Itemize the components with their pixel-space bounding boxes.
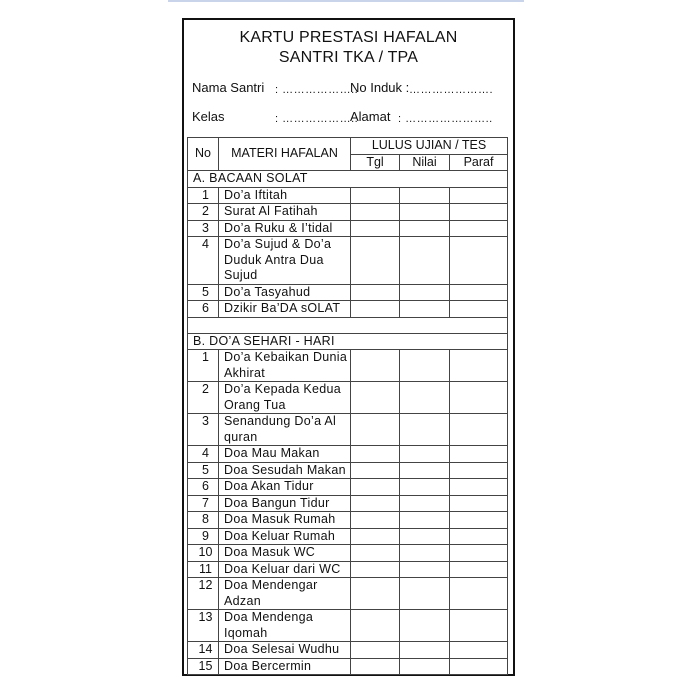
row-materi: Doa Mau Makan (219, 446, 351, 463)
cell-tgl (351, 350, 400, 382)
table-row (188, 301, 508, 318)
row-materi: Dzikir Ba’DA sOLAT (219, 301, 351, 318)
table-row (188, 414, 508, 446)
spacer-cell (188, 317, 508, 333)
cell-tgl (351, 237, 400, 285)
cell-paraf (450, 479, 508, 496)
cell-nilai (400, 512, 450, 529)
row-materi: Doa Bercermin (219, 658, 351, 675)
row-number: 11 (188, 561, 219, 578)
row-materi: Do’a Ruku & I’tidal (219, 220, 351, 237)
cell-paraf (450, 658, 508, 675)
cell-tgl (351, 512, 400, 529)
cell-paraf (450, 610, 508, 642)
nama-label: Nama Santri (192, 80, 265, 95)
achievement-card (182, 18, 515, 676)
row-materi: Doa Keluar Rumah (219, 528, 351, 545)
kelas-value: : ……………….. (275, 113, 359, 125)
cell-paraf (450, 462, 508, 479)
cell-nilai (400, 462, 450, 479)
cell-tgl (351, 220, 400, 237)
row-number: 8 (188, 512, 219, 529)
row-materi: Surat Al Fatihah (219, 204, 351, 221)
row-materi: Doa Keluar dari WC (219, 561, 351, 578)
no-induk-value: …………………. (409, 84, 494, 96)
cell-nilai (400, 446, 450, 463)
table-row (188, 495, 508, 512)
row-number: 2 (188, 382, 219, 414)
row-materi: Do’a Iftitah (219, 187, 351, 204)
row-number: 1 (188, 350, 219, 382)
header-lulus: LULUS UJIAN / TES (351, 138, 508, 155)
header-tgl: Tgl (351, 154, 400, 171)
row-materi: Senandung Do’a Al quran (219, 414, 351, 446)
cell-tgl (351, 204, 400, 221)
cell-nilai (400, 479, 450, 496)
cell-tgl (351, 545, 400, 562)
cell-nilai (400, 187, 450, 204)
nama-value: : ……………….. (275, 84, 359, 96)
header-nilai: Nilai (400, 154, 450, 171)
cell-tgl (351, 610, 400, 642)
row-materi: Do’a Kepada Kedua Orang Tua (219, 382, 351, 414)
row-materi: Do’a Sujud & Do’a Duduk Antra Dua Sujud (219, 237, 351, 285)
cell-tgl (351, 284, 400, 301)
row-materi: Do’a Kebaikan Dunia Akhirat (219, 350, 351, 382)
cell-nilai (400, 545, 450, 562)
cell-nilai (400, 220, 450, 237)
row-number: 3 (188, 220, 219, 237)
cell-tgl (351, 578, 400, 610)
cell-tgl (351, 462, 400, 479)
table-row (188, 578, 508, 610)
cell-nilai (400, 528, 450, 545)
cell-paraf (450, 284, 508, 301)
hafalan-table (187, 137, 508, 675)
section-b-title: B. DO’A SEHARI - HARI (188, 333, 508, 350)
cell-nilai (400, 658, 450, 675)
row-number: 2 (188, 204, 219, 221)
row-materi: Doa Akan Tidur (219, 479, 351, 496)
row-number: 12 (188, 578, 219, 610)
cell-paraf (450, 187, 508, 204)
cell-paraf (450, 237, 508, 285)
cell-paraf (450, 642, 508, 659)
cell-nilai (400, 495, 450, 512)
table-row (188, 479, 508, 496)
table-row (188, 284, 508, 301)
cell-nilai (400, 284, 450, 301)
row-number: 10 (188, 545, 219, 562)
cell-tgl (351, 561, 400, 578)
cell-paraf (450, 495, 508, 512)
cell-tgl (351, 187, 400, 204)
cell-nilai (400, 561, 450, 578)
table-row (188, 545, 508, 562)
cell-nilai (400, 642, 450, 659)
no-induk-label: No Induk : (350, 80, 410, 95)
cell-paraf (450, 545, 508, 562)
table-row (188, 462, 508, 479)
alamat-value: : ………………….. (398, 113, 493, 125)
cell-paraf (450, 446, 508, 463)
cell-paraf (450, 512, 508, 529)
row-number: 13 (188, 610, 219, 642)
cell-nilai (400, 350, 450, 382)
cell-paraf (450, 220, 508, 237)
cell-nilai (400, 237, 450, 285)
spacer-row (188, 317, 508, 333)
row-number: 1 (188, 187, 219, 204)
cell-paraf (450, 301, 508, 318)
row-number: 4 (188, 446, 219, 463)
row-materi: Doa Mendengar Adzan (219, 578, 351, 610)
card-title: KARTU PRESTASI HAFALAN (239, 29, 458, 46)
row-number: 6 (188, 301, 219, 318)
table-row (188, 204, 508, 221)
row-materi: Do’a Tasyahud (219, 284, 351, 301)
row-materi: Doa Masuk WC (219, 545, 351, 562)
row-number: 5 (188, 462, 219, 479)
table-row (188, 446, 508, 463)
cell-paraf (450, 382, 508, 414)
cell-tgl (351, 446, 400, 463)
cell-nilai (400, 610, 450, 642)
table-row (188, 642, 508, 659)
row-number: 3 (188, 414, 219, 446)
row-number: 7 (188, 495, 219, 512)
cell-tgl (351, 301, 400, 318)
kelas-label: Kelas (192, 109, 225, 124)
row-materi: Doa Mendenga Iqomah (219, 610, 351, 642)
cell-nilai (400, 301, 450, 318)
row-number: 9 (188, 528, 219, 545)
row-materi: Doa Bangun Tidur (219, 495, 351, 512)
section-a-title: A. BACAAN SOLAT (188, 171, 508, 188)
table-row (188, 561, 508, 578)
cell-paraf (450, 204, 508, 221)
row-materi: Doa Masuk Rumah (219, 512, 351, 529)
cell-tgl (351, 642, 400, 659)
row-number: 15 (188, 658, 219, 675)
cell-tgl (351, 495, 400, 512)
cell-tgl (351, 658, 400, 675)
table-row (188, 187, 508, 204)
cell-nilai (400, 204, 450, 221)
row-number: 14 (188, 642, 219, 659)
cell-paraf (450, 350, 508, 382)
cell-tgl (351, 479, 400, 496)
cell-paraf (450, 414, 508, 446)
cell-tgl (351, 414, 400, 446)
row-materi: Doa Selesai Wudhu (219, 642, 351, 659)
cell-nilai (400, 382, 450, 414)
header-paraf: Paraf (450, 154, 508, 171)
table-row (188, 237, 508, 285)
table-row (188, 610, 508, 642)
table-row (188, 512, 508, 529)
table-row (188, 382, 508, 414)
row-materi: Doa Sesudah Makan (219, 462, 351, 479)
cell-paraf (450, 528, 508, 545)
row-number: 6 (188, 479, 219, 496)
table-row (188, 658, 508, 675)
header-materi: MATERI HAFALAN (219, 138, 351, 171)
top-divider (168, 0, 524, 2)
table-row (188, 220, 508, 237)
card-subtitle: SANTRI TKA / TPA (278, 49, 419, 66)
cell-paraf (450, 561, 508, 578)
header-no: No (188, 138, 219, 171)
cell-nilai (400, 414, 450, 446)
alamat-label: Alamat (350, 109, 391, 124)
cell-paraf (450, 578, 508, 610)
table-row (188, 350, 508, 382)
row-number: 4 (188, 237, 219, 285)
row-number: 5 (188, 284, 219, 301)
cell-tgl (351, 528, 400, 545)
cell-tgl (351, 382, 400, 414)
cell-nilai (400, 578, 450, 610)
table-row (188, 528, 508, 545)
